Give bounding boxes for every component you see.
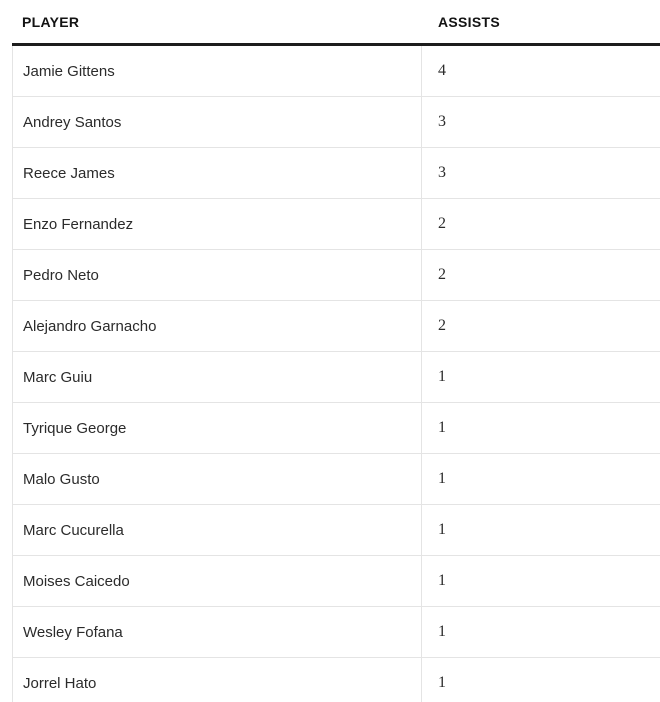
column-header-assists: ASSISTS bbox=[438, 13, 501, 30]
table-row bbox=[13, 97, 660, 148]
player-name-cell: Jamie Gittens bbox=[13, 46, 422, 96]
table-header-row bbox=[12, 0, 660, 43]
player-name-cell: Wesley Fofana bbox=[13, 607, 422, 657]
table-row bbox=[13, 46, 660, 97]
assists-value-cell: 1 bbox=[438, 674, 446, 691]
player-name-cell: Enzo Fernandez bbox=[13, 199, 422, 249]
player-name-cell: Marc Guiu bbox=[13, 352, 422, 402]
table-row bbox=[13, 505, 660, 556]
player-name-cell: Malo Gusto bbox=[13, 454, 422, 504]
table-row bbox=[13, 607, 660, 658]
table-row bbox=[13, 250, 660, 301]
player-name-cell: Tyrique George bbox=[13, 403, 422, 453]
assists-value-cell: 3 bbox=[438, 113, 446, 130]
table-row bbox=[13, 454, 660, 505]
player-name-cell: Alejandro Garnacho bbox=[13, 301, 422, 351]
assists-value-cell: 1 bbox=[438, 623, 446, 640]
table-row bbox=[13, 301, 660, 352]
player-name-cell: Moises Caicedo bbox=[13, 556, 422, 606]
player-name-cell: Andrey Santos bbox=[13, 97, 422, 147]
table-row bbox=[13, 199, 660, 250]
assists-value-cell: 2 bbox=[438, 215, 446, 232]
table-row bbox=[13, 148, 660, 199]
assists-value-cell: 3 bbox=[438, 164, 446, 181]
assists-value-cell: 2 bbox=[438, 266, 446, 283]
table-body bbox=[12, 46, 660, 702]
table-row bbox=[13, 556, 660, 607]
player-name-cell: Jorrel Hato bbox=[13, 658, 422, 702]
assists-value-cell: 1 bbox=[438, 470, 446, 487]
player-name-cell: Pedro Neto bbox=[13, 250, 422, 300]
assists-value-cell: 2 bbox=[438, 317, 446, 334]
table-row bbox=[13, 352, 660, 403]
assists-value-cell: 1 bbox=[438, 368, 446, 385]
assists-stats-table bbox=[12, 0, 660, 702]
assists-value-cell: 1 bbox=[438, 572, 446, 589]
table-row bbox=[13, 403, 660, 454]
player-name-cell: Marc Cucurella bbox=[13, 505, 422, 555]
assists-value-cell: 1 bbox=[438, 521, 446, 538]
assists-value-cell: 4 bbox=[438, 62, 446, 79]
player-name-cell: Reece James bbox=[13, 148, 422, 198]
assists-value-cell: 1 bbox=[438, 419, 446, 436]
table-row bbox=[13, 658, 660, 702]
column-header-player: PLAYER bbox=[22, 13, 80, 30]
